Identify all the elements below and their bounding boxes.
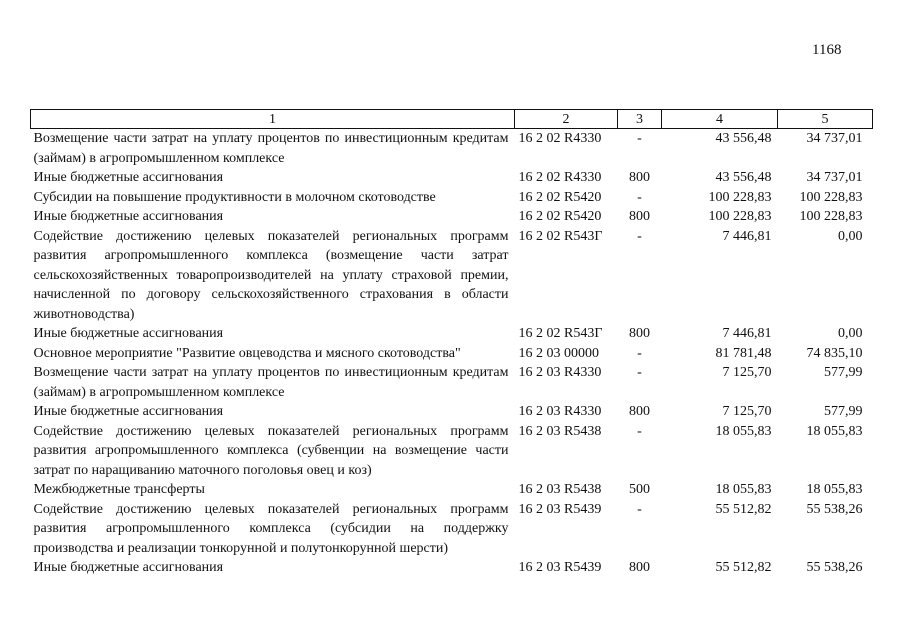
row-value-5: 34 737,01 [806, 170, 863, 185]
row-name: Иные бюджетные ассигнования [33, 209, 224, 224]
row-code: 16 2 03 R4330 [518, 365, 602, 380]
row-type: - [637, 345, 642, 361]
row-code: 16 2 02 R543Г [518, 326, 603, 341]
row-name: Содействие достижению целевых показателей региональных программ развития агропромышленного комплекса (субвенции на возмещение части затрат по наращиванию маточного поголовья овец и коз) [33, 423, 509, 478]
budget-table [30, 109, 873, 578]
row-name: Основное мероприятие "Развитие овцеводства и мясного скотоводства" [33, 345, 461, 361]
row-value-5: 18 055,83 [806, 482, 863, 497]
row-code: 16 2 03 00000 [518, 345, 599, 361]
row-name: Межбюджетные трансферты [33, 482, 205, 497]
row-value-5: 100 228,83 [799, 209, 863, 224]
column-header-5: 5 [778, 110, 873, 129]
table-row [31, 558, 873, 578]
row-type: 800 [629, 209, 650, 224]
page-number: 1168 [812, 42, 842, 58]
row-code: 16 2 02 R5420 [518, 189, 602, 205]
row-value-4: 18 055,83 [715, 482, 772, 497]
row-value-5: 55 538,26 [806, 560, 863, 575]
row-type: 800 [629, 170, 650, 185]
row-name: Иные бюджетные ассигнования [33, 326, 224, 341]
row-type: - [637, 365, 642, 380]
row-value-4: 100 228,83 [708, 189, 772, 205]
row-type: 800 [629, 326, 650, 341]
column-header-4: 4 [662, 110, 778, 129]
row-name: Возмещение части затрат на уплату процентов по инвестиционным кредитам (займам) в агропромышленном комплексе [33, 131, 509, 166]
row-value-4: 55 512,82 [715, 501, 772, 517]
row-value-4: 43 556,48 [715, 170, 772, 185]
table-row [31, 363, 873, 402]
row-value-5: 0,00 [838, 326, 863, 341]
table-row [31, 207, 873, 227]
row-value-4: 18 055,83 [715, 423, 772, 439]
row-value-5: 74 835,10 [806, 345, 863, 361]
row-name: Содействие достижению целевых показателей региональных программ развития агропромышленного комплекса (субсидии на поддержку производства и реализации тонкорунной и полутонкорунной шерсти) [33, 501, 509, 556]
table-row [31, 129, 873, 169]
column-header-1: 1 [31, 110, 515, 129]
row-type: 800 [629, 560, 650, 575]
row-type: - [637, 501, 642, 517]
table-row [31, 480, 873, 500]
row-value-5: 55 538,26 [806, 501, 863, 517]
row-name: Субсидии на повышение продуктивности в молочном скотоводстве [33, 189, 436, 205]
row-value-5: 18 055,83 [806, 423, 863, 439]
row-type: 500 [629, 482, 650, 497]
header-row [31, 110, 873, 129]
row-value-4: 43 556,48 [715, 131, 772, 146]
row-code: 16 2 02 R543Г [518, 228, 603, 244]
row-name: Иные бюджетные ассигнования [33, 170, 224, 185]
row-code: 16 2 03 R5438 [518, 423, 602, 439]
row-type: - [637, 189, 642, 205]
row-code: 16 2 03 R4330 [518, 404, 602, 419]
row-code: 16 2 02 R5420 [518, 209, 602, 224]
table-row [31, 188, 873, 208]
table-row [31, 422, 873, 481]
table-row [31, 227, 873, 325]
row-value-5: 577,99 [824, 404, 863, 419]
row-code: 16 2 03 R5439 [518, 560, 602, 575]
row-value-5: 100 228,83 [799, 189, 863, 205]
column-header-3: 3 [618, 110, 662, 129]
row-value-4: 55 512,82 [715, 560, 772, 575]
row-code: 16 2 02 R4330 [518, 170, 602, 185]
row-name: Содействие достижению целевых показателей региональных программ развития агропромышленного комплекса (возмещение части затрат сельскохозяйственных товаропроизводителей на уплату страховой премии, начисленной по договору сельскохозяйственного страхования в области животноводства) [33, 228, 509, 322]
row-value-4: 7 125,70 [722, 365, 772, 380]
table-row [31, 344, 873, 364]
row-value-4: 7 446,81 [722, 326, 772, 341]
row-code: 16 2 03 R5439 [518, 501, 602, 517]
table-row [31, 500, 873, 559]
row-name: Иные бюджетные ассигнования [33, 560, 224, 575]
row-value-4: 7 125,70 [722, 404, 772, 419]
row-value-5: 577,99 [824, 365, 863, 380]
row-type: - [637, 423, 642, 439]
row-type: - [637, 131, 642, 146]
row-value-4: 100 228,83 [708, 209, 772, 224]
row-value-5: 34 737,01 [806, 131, 863, 146]
table-row [31, 324, 873, 344]
column-header-2: 2 [515, 110, 618, 129]
row-value-4: 81 781,48 [715, 345, 772, 361]
table-header [31, 110, 873, 129]
row-type: - [637, 228, 642, 244]
row-type: 800 [629, 404, 650, 419]
row-name: Возмещение части затрат на уплату процентов по инвестиционным кредитам (займам) в агропромышленном комплексе [33, 365, 509, 400]
row-name: Иные бюджетные ассигнования [33, 404, 224, 419]
row-code: 16 2 03 R5438 [518, 482, 602, 497]
table-row [31, 402, 873, 422]
row-value-4: 7 446,81 [722, 228, 772, 244]
row-value-5: 0,00 [838, 228, 863, 244]
row-code: 16 2 02 R4330 [518, 131, 602, 146]
table-row [31, 168, 873, 188]
table-body [31, 129, 873, 578]
